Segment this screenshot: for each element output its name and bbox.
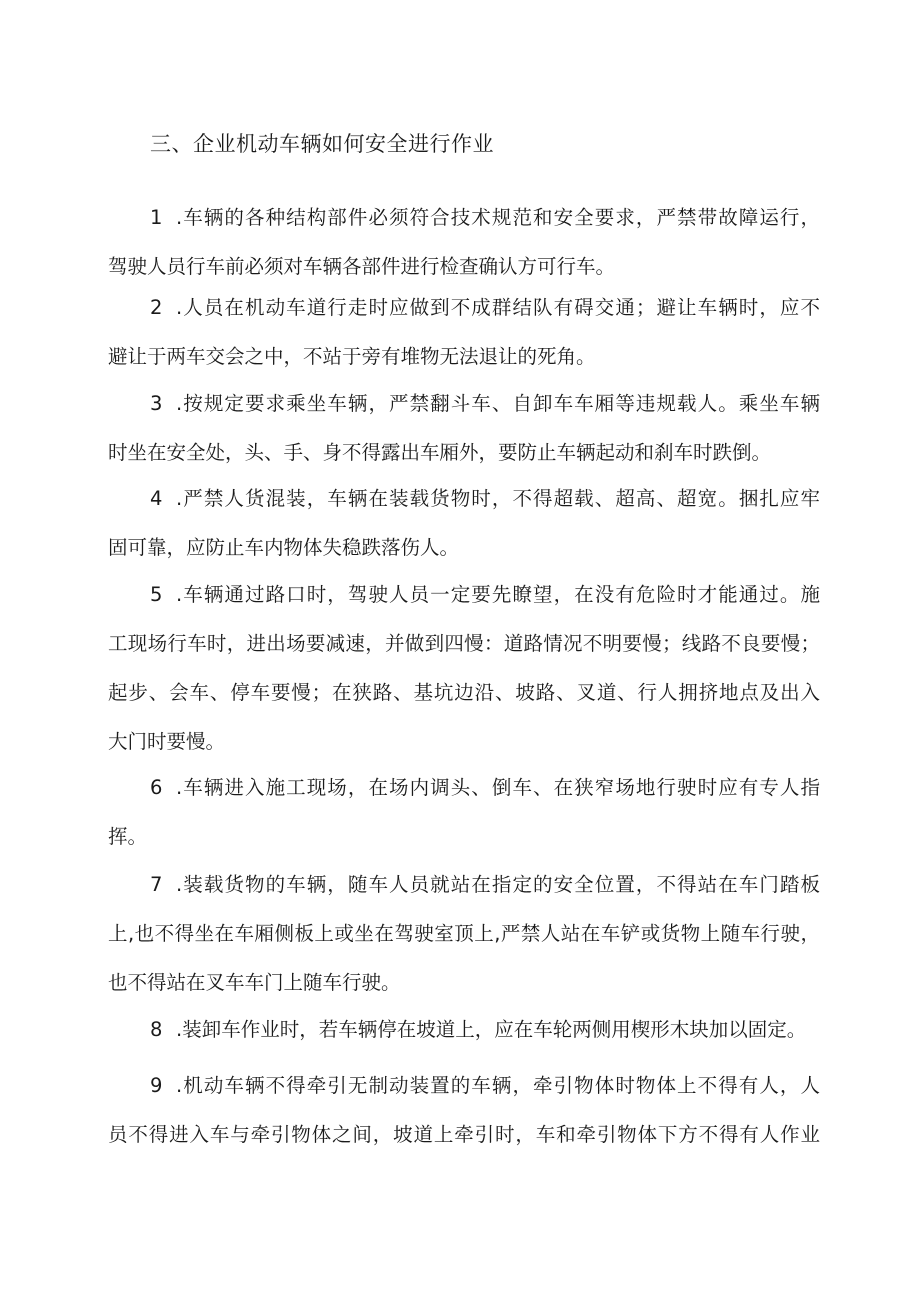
paragraph-line: 避让于两车交会之中，不站于旁有堆物无法退让的死角。 <box>108 345 596 368</box>
paragraph-line: 挥。 <box>108 825 148 848</box>
list-item <box>108 283 820 381</box>
item-number: 8 <box>150 1018 163 1041</box>
item-number: 7 <box>150 873 163 896</box>
paragraph-line: 9 .机动车辆不得牵引无制动装置的车辆，牵引物体时物体上不得有人，人 <box>108 1061 820 1110</box>
paragraph-line: 员不得进入车与牵引物体之间，坡道上牵引时，车和牵引物体下方不得有人作业 <box>108 1123 820 1146</box>
paragraph-line: 1 .车辆的各种结构部件必须符合技术规范和安全要求，严禁带故障运行， <box>108 193 820 242</box>
item-number: 6 <box>150 776 163 799</box>
paragraph-line: 7 .装载货物的车辆，随车人员就站在指定的安全位置，不得站在车门踏板 <box>108 860 820 909</box>
item-number: 2 <box>150 296 163 319</box>
list-item <box>108 1061 820 1159</box>
section-heading: 三、企业机动车辆如何安全进行作业 <box>150 132 494 156</box>
list-item <box>108 860 820 1007</box>
list-item <box>108 193 820 291</box>
paragraph-line: 驾驶人员行车前必须对车辆各部件进行检查确认方可行车。 <box>108 255 616 278</box>
paragraph-line: 4 .严禁人货混装，车辆在装载货物时，不得超载、超高、超宽。捆扎应牢 <box>108 474 820 523</box>
paragraph-line: 2 .人员在机动车道行走时应做到不成群结队有碍交通；避让车辆时，应不 <box>108 283 820 332</box>
item-number: 5 <box>150 583 163 606</box>
paragraph-line: 固可靠，应防止车内物体失稳跌落伤人。 <box>108 536 460 559</box>
item-number: 3 <box>150 392 163 415</box>
paragraph-line: 大门时要慢。 <box>108 730 226 753</box>
list-item <box>108 570 820 766</box>
paragraph-line: 也不得站在叉车车门上随车行驶。 <box>108 971 401 994</box>
paragraph-line: 起步、会车、停车要慢；在狭路、基坑边沿、坡路、叉道、行人拥挤地点及出入 <box>108 681 820 704</box>
paragraph-line: 5 .车辆通过路口时，驾驶人员一定要先瞭望，在没有危险时才能通过。施 <box>108 570 820 619</box>
paragraph-line: 3 .按规定要求乘坐车辆，严禁翻斗车、自卸车车厢等违规载人。乘坐车辆 <box>108 379 820 428</box>
paragraph-line: 时坐在安全处，头、手、身不得露出车厢外，要防止车辆起动和刹车时跌倒。 <box>108 441 772 464</box>
list-item <box>108 1005 820 1054</box>
paragraph-line: 6 .车辆进入施工现场，在场内调头、倒车、在狭窄场地行驶时应有专人指 <box>108 763 820 812</box>
list-item <box>108 379 820 477</box>
list-item <box>108 474 820 572</box>
paragraph-line: 8 .装卸车作业时，若车辆停在坡道上，应在车轮两侧用楔形木块加以固定。 <box>108 1005 820 1054</box>
paragraph-line: 上,也不得坐在车厢侧板上或坐在驾驶室顶上,严禁人站在车铲或货物上随车行驶， <box>108 922 820 945</box>
item-number: 1 <box>150 206 163 229</box>
item-number: 9 <box>150 1074 163 1097</box>
item-number: 4 <box>150 487 163 510</box>
paragraph-line: 工现场行车时，进出场要减速，并做到四慢：道路情况不明要慢；线路不良要慢； <box>108 632 820 655</box>
list-item <box>108 763 820 861</box>
